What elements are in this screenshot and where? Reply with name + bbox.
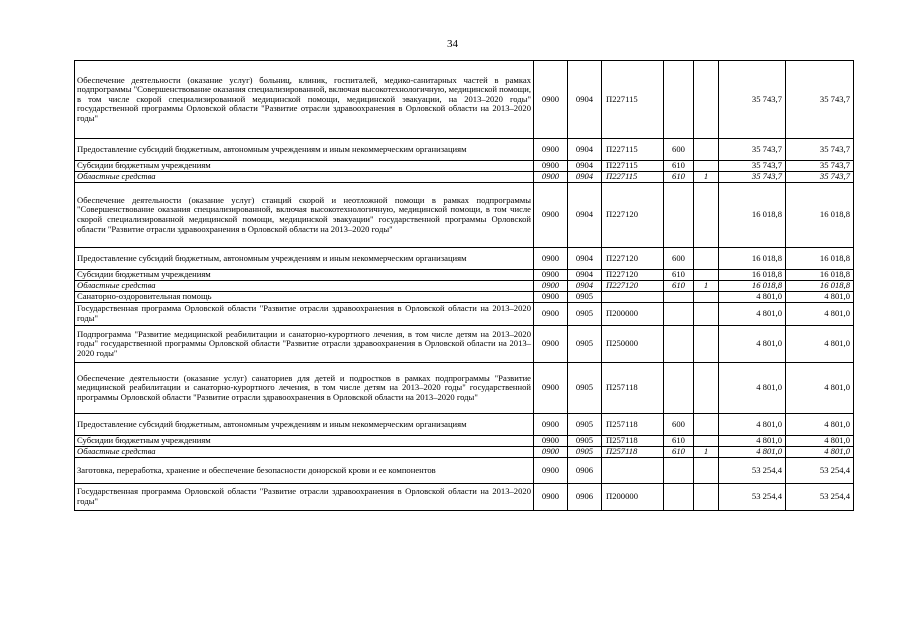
row-target-article-cell: П250000 <box>602 326 664 363</box>
row-amount-executed-cell: 4 801,0 <box>786 326 854 363</box>
row-source-cell <box>694 303 719 326</box>
row-section-cell: 0900 <box>534 183 568 248</box>
row-source-cell <box>694 270 719 281</box>
row-target-article-cell <box>602 458 664 484</box>
row-name-cell: Санаторно-оздоровительная помощь <box>75 292 534 303</box>
row-amount-executed-cell: 53 254,4 <box>786 484 854 511</box>
table-row <box>75 484 854 511</box>
row-amount-cell: 4 801,0 <box>719 326 786 363</box>
row-amount-executed-cell: 35 743,7 <box>786 61 854 139</box>
row-expense-type-cell: 610 <box>664 172 694 183</box>
row-subsection-cell: 0904 <box>568 183 602 248</box>
row-subsection-cell: 0904 <box>568 281 602 292</box>
row-subsection-cell: 0904 <box>568 270 602 281</box>
row-expense-type-cell: 600 <box>664 139 694 161</box>
table-row <box>75 436 854 447</box>
row-target-article-cell: П257118 <box>602 447 664 458</box>
table-row <box>75 139 854 161</box>
row-expense-type-cell: 610 <box>664 447 694 458</box>
row-name-cell: Обеспечение деятельности (оказание услуг) санаториев для детей и подростков в рамках подпрограммы "Развитие медицинской реабилитации и санаторно-курортного лечения, в том числе детям на 2013–2020 годы" государственной программы Орловской области "Развитие отрасли здравоохранения в Орловской области на 2013–2020 годы" <box>75 363 534 414</box>
row-amount-executed-cell: 16 018,8 <box>786 248 854 270</box>
row-amount-cell: 53 254,4 <box>719 484 786 511</box>
row-expense-type-cell: 600 <box>664 414 694 436</box>
row-amount-executed-cell: 4 801,0 <box>786 363 854 414</box>
row-subsection-cell: 0905 <box>568 326 602 363</box>
row-target-article-cell: П227115 <box>602 139 664 161</box>
row-amount-cell: 16 018,8 <box>719 248 786 270</box>
row-section-cell: 0900 <box>534 292 568 303</box>
row-name-cell: Заготовка, переработка, хранение и обеспечение безопасности донорской крови и ее компонентов <box>75 458 534 484</box>
row-expense-type-cell <box>664 458 694 484</box>
row-expense-type-cell <box>664 363 694 414</box>
row-subsection-cell: 0904 <box>568 61 602 139</box>
row-source-cell <box>694 139 719 161</box>
row-amount-cell: 53 254,4 <box>719 458 786 484</box>
row-target-article-cell: П227120 <box>602 281 664 292</box>
row-subsection-cell: 0905 <box>568 292 602 303</box>
row-amount-cell: 16 018,8 <box>719 270 786 281</box>
row-source-cell <box>694 484 719 511</box>
row-expense-type-cell: 610 <box>664 436 694 447</box>
row-source-cell <box>694 292 719 303</box>
table-row <box>75 447 854 458</box>
table-row <box>75 458 854 484</box>
table-row <box>75 172 854 183</box>
row-name-cell: Субсидии бюджетным учреждениям <box>75 161 534 172</box>
table-row <box>75 292 854 303</box>
row-name-cell: Подпрограмма "Развитие медицинской реабилитации и санаторно-курортного лечения, в том числе детям на 2013–2020 годы" государственной программы Орловской области "Развитие отрасли здравоохранения в Орловской области на 2013–2020 годы" <box>75 326 534 363</box>
row-subsection-cell: 0905 <box>568 436 602 447</box>
row-section-cell: 0900 <box>534 458 568 484</box>
table-row <box>75 161 854 172</box>
budget-table <box>74 60 854 511</box>
row-section-cell: 0900 <box>534 484 568 511</box>
table-row <box>75 270 854 281</box>
row-name-cell: Субсидии бюджетным учреждениям <box>75 270 534 281</box>
row-target-article-cell: П227120 <box>602 183 664 248</box>
row-target-article-cell: П227115 <box>602 61 664 139</box>
row-expense-type-cell: 610 <box>664 270 694 281</box>
row-subsection-cell: 0906 <box>568 458 602 484</box>
row-amount-cell: 4 801,0 <box>719 414 786 436</box>
row-section-cell: 0900 <box>534 248 568 270</box>
row-subsection-cell: 0905 <box>568 414 602 436</box>
table-row <box>75 61 854 139</box>
row-name-cell: Предоставление субсидий бюджетным, автономным учреждениям и иным некоммерческим организациям <box>75 414 534 436</box>
row-target-article-cell: П227120 <box>602 270 664 281</box>
row-subsection-cell: 0905 <box>568 303 602 326</box>
row-expense-type-cell: 610 <box>664 281 694 292</box>
row-name-cell: Обеспечение деятельности (оказание услуг) больниц, клиник, госпиталей, медико-санитарных частей в рамках подпрограммы "Совершенствование оказания специализированной, включая высокотехнологичную, медицинской помощи, в том числе скорой специализированной медицинской помощи, медицинской эвакуации, на 2013–2020 годы" государственной программы Орловской области "Развитие отрасли здравоохранения в Орловской области на 2013–2020 годы" <box>75 61 534 139</box>
row-name-cell: Предоставление субсидий бюджетным, автономным учреждениям и иным некоммерческим организациям <box>75 139 534 161</box>
row-section-cell: 0900 <box>534 61 568 139</box>
row-expense-type-cell <box>664 183 694 248</box>
row-source-cell <box>694 326 719 363</box>
row-name-cell: Государственная программа Орловской области "Развитие отрасли здравоохранения в Орловской области на 2013–2020 годы" <box>75 484 534 511</box>
row-amount-executed-cell: 4 801,0 <box>786 303 854 326</box>
row-section-cell: 0900 <box>534 303 568 326</box>
table-row <box>75 183 854 248</box>
row-expense-type-cell <box>664 326 694 363</box>
row-amount-executed-cell: 16 018,8 <box>786 281 854 292</box>
table-row <box>75 326 854 363</box>
row-amount-executed-cell: 35 743,7 <box>786 139 854 161</box>
row-amount-executed-cell: 16 018,8 <box>786 183 854 248</box>
row-expense-type-cell <box>664 484 694 511</box>
row-source-cell: 1 <box>694 281 719 292</box>
row-source-cell <box>694 183 719 248</box>
row-name-cell: Обеспечение деятельности (оказание услуг) станций скорой и неотложной помощи в рамках подпрограммы "Совершенствование оказания специализированной, включая высокотехнологичную, медицинской помощи, в том числе скорой специализированной медицинской помощи, медицинской эвакуации" государственной программы Орловской области "Развитие отрасли здравоохранения в Орловской области на 2013–2020 годы" <box>75 183 534 248</box>
row-section-cell: 0900 <box>534 172 568 183</box>
row-name-cell: Государственная программа Орловской области "Развитие отрасли здравоохранения в Орловской области на 2013–2020 годы" <box>75 303 534 326</box>
row-amount-executed-cell: 4 801,0 <box>786 414 854 436</box>
page-number: 34 <box>447 38 458 50</box>
row-amount-cell: 4 801,0 <box>719 447 786 458</box>
row-name-cell: Областные средства <box>75 281 534 292</box>
row-amount-executed-cell: 4 801,0 <box>786 292 854 303</box>
row-subsection-cell: 0904 <box>568 161 602 172</box>
row-amount-executed-cell: 35 743,7 <box>786 172 854 183</box>
row-expense-type-cell: 610 <box>664 161 694 172</box>
row-source-cell <box>694 61 719 139</box>
row-name-cell: Областные средства <box>75 172 534 183</box>
row-target-article-cell <box>602 292 664 303</box>
table-row <box>75 363 854 414</box>
row-source-cell: 1 <box>694 447 719 458</box>
row-subsection-cell: 0904 <box>568 172 602 183</box>
row-subsection-cell: 0906 <box>568 484 602 511</box>
row-target-article-cell: П257118 <box>602 363 664 414</box>
row-expense-type-cell <box>664 61 694 139</box>
row-subsection-cell: 0904 <box>568 139 602 161</box>
row-name-cell: Предоставление субсидий бюджетным, автономным учреждениям и иным некоммерческим организациям <box>75 248 534 270</box>
row-source-cell <box>694 458 719 484</box>
row-amount-executed-cell: 53 254,4 <box>786 458 854 484</box>
row-amount-cell: 4 801,0 <box>719 363 786 414</box>
row-target-article-cell: П257118 <box>602 414 664 436</box>
row-section-cell: 0900 <box>534 281 568 292</box>
row-amount-cell: 4 801,0 <box>719 292 786 303</box>
row-target-article-cell: П227120 <box>602 248 664 270</box>
row-amount-cell: 4 801,0 <box>719 436 786 447</box>
row-source-cell <box>694 363 719 414</box>
table-row <box>75 248 854 270</box>
table-row <box>75 414 854 436</box>
row-target-article-cell: П227115 <box>602 172 664 183</box>
row-expense-type-cell <box>664 303 694 326</box>
row-expense-type-cell <box>664 292 694 303</box>
row-source-cell <box>694 161 719 172</box>
table-row <box>75 281 854 292</box>
row-name-cell: Субсидии бюджетным учреждениям <box>75 436 534 447</box>
row-amount-executed-cell: 4 801,0 <box>786 436 854 447</box>
row-section-cell: 0900 <box>534 447 568 458</box>
row-amount-executed-cell: 16 018,8 <box>786 270 854 281</box>
row-section-cell: 0900 <box>534 270 568 281</box>
row-amount-executed-cell: 4 801,0 <box>786 447 854 458</box>
table-row <box>75 303 854 326</box>
row-amount-cell: 35 743,7 <box>719 61 786 139</box>
row-section-cell: 0900 <box>534 161 568 172</box>
row-amount-cell: 35 743,7 <box>719 172 786 183</box>
row-subsection-cell: 0904 <box>568 248 602 270</box>
row-source-cell <box>694 436 719 447</box>
row-amount-cell: 35 743,7 <box>719 139 786 161</box>
row-source-cell <box>694 414 719 436</box>
row-subsection-cell: 0905 <box>568 363 602 414</box>
row-amount-cell: 4 801,0 <box>719 303 786 326</box>
row-section-cell: 0900 <box>534 139 568 161</box>
row-name-cell: Областные средства <box>75 447 534 458</box>
row-subsection-cell: 0905 <box>568 447 602 458</box>
row-amount-cell: 16 018,8 <box>719 183 786 248</box>
row-section-cell: 0900 <box>534 414 568 436</box>
row-section-cell: 0900 <box>534 436 568 447</box>
row-amount-cell: 35 743,7 <box>719 161 786 172</box>
row-section-cell: 0900 <box>534 326 568 363</box>
row-amount-cell: 16 018,8 <box>719 281 786 292</box>
row-expense-type-cell: 600 <box>664 248 694 270</box>
row-target-article-cell: П200000 <box>602 303 664 326</box>
row-source-cell: 1 <box>694 172 719 183</box>
row-section-cell: 0900 <box>534 363 568 414</box>
row-target-article-cell: П257118 <box>602 436 664 447</box>
row-amount-executed-cell: 35 743,7 <box>786 161 854 172</box>
row-source-cell <box>694 248 719 270</box>
row-target-article-cell: П200000 <box>602 484 664 511</box>
row-target-article-cell: П227115 <box>602 161 664 172</box>
